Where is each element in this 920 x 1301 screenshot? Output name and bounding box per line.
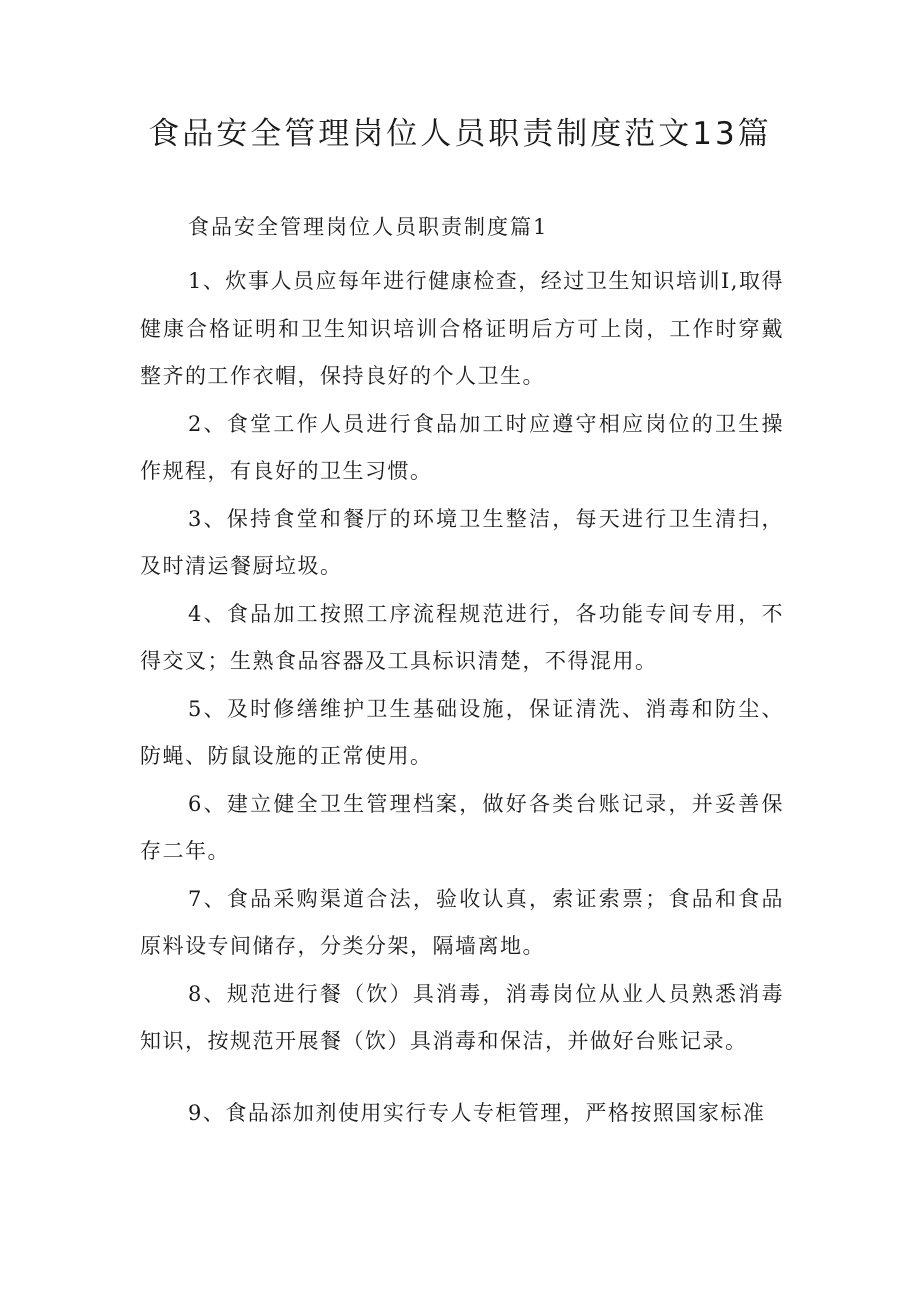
paragraph-7: 7、食品采购渠道合法，验收认真，索证索票；食品和食品原料设专间储存，分类分架，隔墙离地。 (140, 886, 784, 958)
document-title: 食品安全管理岗位人员职责制度范文13篇 (148, 116, 772, 152)
paragraph-1: 1、炊事人员应每年进行健康检查，经过卫生知识培训I,取得健康合格证明和卫生知识培训合格证明后方可上岗，工作时穿戴整齐的工作衣帽，保持良好的个人卫生。 (140, 269, 784, 388)
document-body (140, 258, 784, 1137)
paragraph-5: 5、及时修缮维护卫生基础设施，保证清洗、消毒和防尘、防蝇、防鼠设施的正常使用。 (140, 696, 784, 768)
paragraph-4: 4、食品加工按照工序流程规范进行，各功能专间专用，不得交叉；生熟食品容器及工具标识清楚，不得混用。 (140, 601, 784, 673)
paragraph-2: 2、食堂工作人员进行食品加工时应遵守相应岗位的卫生操作规程，有良好的卫生习惯。 (140, 411, 784, 483)
section-heading: 食品安全管理岗位人员职责制度篇1 (188, 215, 549, 239)
paragraph-8: 8、规范进行餐（饮）具消毒，消毒岗位从业人员熟悉消毒知识，按规范开展餐（饮）具消毒和保洁，并做好台账记录。 (140, 981, 784, 1053)
paragraph-9: 9、食品添加剂使用实行专人专柜管理，严格按照国家标准 (188, 1100, 766, 1125)
paragraph-3: 3、保持食堂和餐厅的环境卫生整洁，每天进行卫生清扫，及时清运餐厨垃圾。 (140, 506, 784, 578)
paragraph-6: 6、建立健全卫生管理档案，做好各类台账记录，并妥善保存二年。 (140, 791, 784, 863)
